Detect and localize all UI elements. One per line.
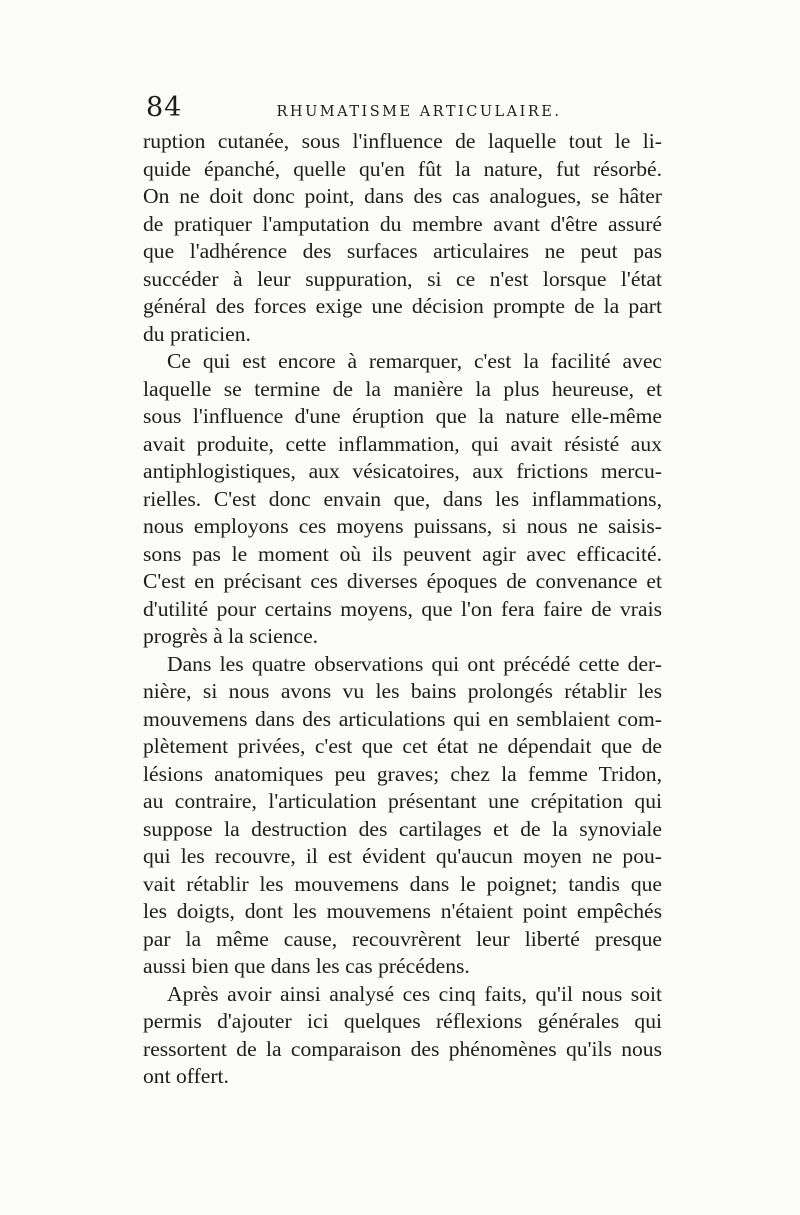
text-line: progrès à la science.: [143, 624, 319, 648]
text-line: antiphlogistiques, aux vésicatoires, aux frictions mercu-: [143, 459, 662, 483]
paragraph-start-line: Ce qui est encore à remarquer, c'est la facilité avec: [167, 349, 662, 373]
text-line: aussi bien que dans les cas précédens.: [143, 954, 470, 978]
text-line: quide épanché, quelle qu'en fût la nature, fut résorbé.: [143, 156, 662, 181]
page-header: [146, 92, 662, 128]
text-line: suppose la destruction des cartilages et de la synoviale: [143, 816, 662, 841]
paragraph-start-line: Après avoir ainsi analysé ces cinq faits, qu'il nous soit: [167, 981, 662, 1006]
text-line: rielles. C'est donc envain que, dans les inflammations,: [143, 486, 662, 511]
text-line: C'est en précisant ces diverses époques de convenance et: [143, 569, 662, 593]
text-line: général des forces exige une décision prompte de la part: [143, 294, 662, 318]
text-line: nous employons ces moyens puissans, si nous ne saisis-: [143, 514, 662, 538]
text-line: sons pas le moment où ils peuvent agir avec efficacité.: [143, 541, 662, 566]
text-line: succéder à leur suppuration, si ce n'est lorsque l'état: [143, 266, 662, 291]
text-line: qui les recouvre, il est évident qu'aucun moyen ne pou-: [143, 844, 662, 868]
text-line: sous l'influence d'une éruption que la nature elle-même: [143, 404, 662, 428]
text-line: nière, si nous avons vu les bains prolongés rétablir les: [143, 679, 662, 703]
text-line: ruption cutanée, sous l'influence de laquelle tout le li-: [143, 129, 662, 153]
page-number: 84: [146, 92, 183, 123]
text-line: laquelle se termine de la manière la plus heureuse, et: [143, 376, 662, 401]
text-line: plètement privées, c'est que cet état ne dépendait que de: [143, 734, 662, 758]
text-line: au contraire, l'articulation présentant une crépitation qui: [143, 789, 662, 813]
paragraph-start-line: Dans les quatre observations qui ont précédé cette der-: [167, 651, 662, 676]
text-line: d'utilité pour certains moyens, que l'on fera faire de vrais: [143, 596, 662, 621]
text-line: de pratiquer l'amputation du membre avant d'être assuré: [143, 211, 662, 236]
text-line: lésions anatomiques peu graves; chez la femme Tridon,: [143, 761, 662, 786]
text-line: avait produite, cette inflammation, qui avait résisté aux: [143, 431, 662, 456]
text-line: ont offert.: [143, 1064, 229, 1088]
text-line: que l'adhérence des surfaces articulaires ne peut pas: [143, 239, 662, 263]
text-line: du praticien.: [143, 321, 251, 346]
text-line: On ne doit donc point, dans des cas analogues, se hâter: [143, 184, 662, 208]
text-line: permis d'ajouter ici quelques réflexions générales qui: [143, 1009, 662, 1033]
body-text: [143, 128, 662, 1091]
text-line: les doigts, dont les mouvemens n'étaient point empêchés: [143, 899, 662, 923]
text-line: mouvemens dans des articulations qui en semblaient com-: [143, 706, 662, 731]
running-title: RHUMATISME ARTICULAIRE.: [276, 104, 562, 120]
text-line: par la même cause, recouvrèrent leur liberté presque: [143, 926, 662, 951]
text-line: ressortent de la comparaison des phénomènes qu'ils nous: [143, 1036, 662, 1061]
text-line: vait rétablir les mouvemens dans le poignet; tandis que: [143, 871, 662, 896]
